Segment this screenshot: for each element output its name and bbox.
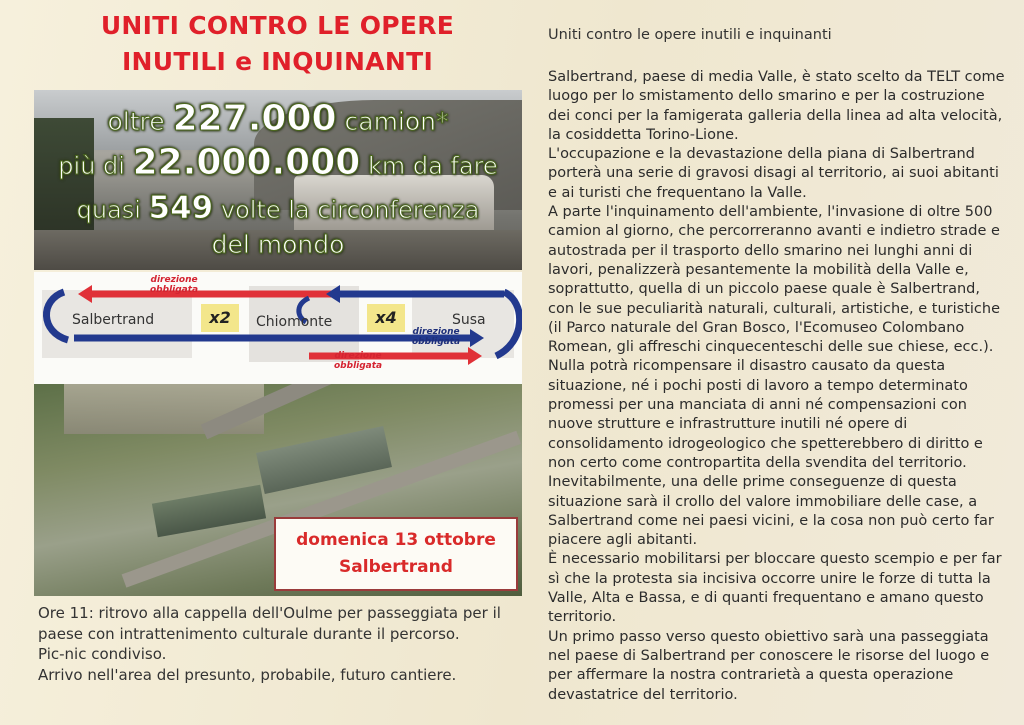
article-title: Uniti contro le opere inutili e inquinanti bbox=[548, 27, 832, 43]
direction-label-bottom: direzione obbligata bbox=[334, 351, 383, 371]
multiplier-x4: x4 bbox=[367, 304, 405, 332]
place-susa: Susa bbox=[452, 312, 486, 328]
place-chiomonte: Chiomonte bbox=[256, 314, 333, 330]
headline bbox=[40, 8, 515, 80]
truck-photo bbox=[34, 90, 522, 270]
article-paragraph: A parte l'inquinamento dell'ambiente, l'invasione di oltre 500 camion al giorno, che percorreranno avanti e indietro strade e autostrada per il trasporto dello smarino nei lunghi anni di lavori, penalizzerà pesantemente la mobilità della Valle e, soprattutto, quella di un piccolo paese quale è Salbertrand, con le sue peculiarità naturali, culturali, artistiche, e turistiche (il Parco naturale del Gran Bosco, l'Ecomuseo Colombano Romean, gli affreschi cinquecenteschi delle sue chiese, ecc.). bbox=[548, 204, 1001, 356]
article-paragraph: Inevitabilmente, una delle prime conseguenze di questa situazione sarà il crollo del valore immobiliare delle case, a Salbertrand come nei paesi vicini, e la cosa non può certo far piacere agli abitanti. bbox=[548, 474, 994, 549]
article-paragraph: L'occupazione e la devastazione della piana di Salbertrand porterà una serie di gravosi disagi al territorio, ai suoi abitanti e ai turisti che frequentano la Valle. bbox=[548, 146, 999, 201]
stat-world: del mondo bbox=[211, 230, 345, 259]
place-salbertrand: Salbertrand bbox=[72, 312, 155, 328]
direction-label-middle: direzione obbligata bbox=[412, 327, 461, 347]
article-body bbox=[548, 68, 1010, 705]
stat-trucks: oltre 227.000 camion* bbox=[107, 98, 449, 139]
article-paragraph: Salbertrand, paese di media Valle, è stato scelto da TELT come luogo per lo smistamento dello smarino e per la costruzione dei conci per la famigerata galleria della linea ad alta velocità, la cosiddetta Torino-Lione. bbox=[548, 69, 1005, 143]
event-place: Salbertrand bbox=[339, 557, 453, 577]
event-date: domenica 13 ottobre bbox=[296, 530, 496, 550]
schedule-p2: Pic-nic condiviso. bbox=[38, 645, 167, 663]
flyer-right-column bbox=[548, 0, 1010, 725]
schedule-p1: Ore 11: ritrovo alla cappella dell'Oulme per passeggiata per il paese con intrattenimento culturale durante il percorso. bbox=[38, 604, 501, 643]
aerial-photo bbox=[34, 384, 522, 596]
schedule-p3: Arrivo nell'area del presunto, probabile, futuro cantiere. bbox=[38, 665, 457, 684]
event-box bbox=[274, 517, 518, 591]
article-paragraph: È necessario mobilitarsi per bloccare questo scempio e per far sì che la protesta sia incisiva occorre unire le forze di tutta la Valle, Alta e Bassa, e di quanti frequentano e amano questo territorio. bbox=[548, 551, 1002, 626]
stat-circumference: quasi 549 volte la circonferenza bbox=[76, 190, 480, 226]
headline-line-2: INUTILI e INQUINANTI bbox=[121, 47, 434, 76]
stat-km: più di 22.000.000 km da fare bbox=[58, 142, 498, 183]
route-diagram bbox=[34, 272, 522, 384]
multiplier-x2: x2 bbox=[201, 304, 239, 332]
article-paragraph: Un primo passo verso questo obiettivo sarà una passeggiata nel paese di Salbertrand per conoscere le risorse del luogo e per affermare la nostra contrarietà a questa operazione devastatrice del territorio. bbox=[548, 628, 990, 703]
article-paragraph: Nulla potrà ricompensare il disastro causato da questa situazione, né i pochi posti di lavoro a tempo determinato promessi per una manciata di anni né compensazioni con nuove strutture e infrastrutture inutili né opere di consolidamento idrogeologico che spetterebbero di diritto e non certo come contropartita della svendita del territorio. bbox=[548, 358, 983, 471]
headline-line-1: UNITI CONTRO LE OPERE bbox=[100, 11, 455, 40]
schedule-text bbox=[38, 603, 528, 685]
direction-label-top: direzione obbligata bbox=[150, 275, 199, 295]
